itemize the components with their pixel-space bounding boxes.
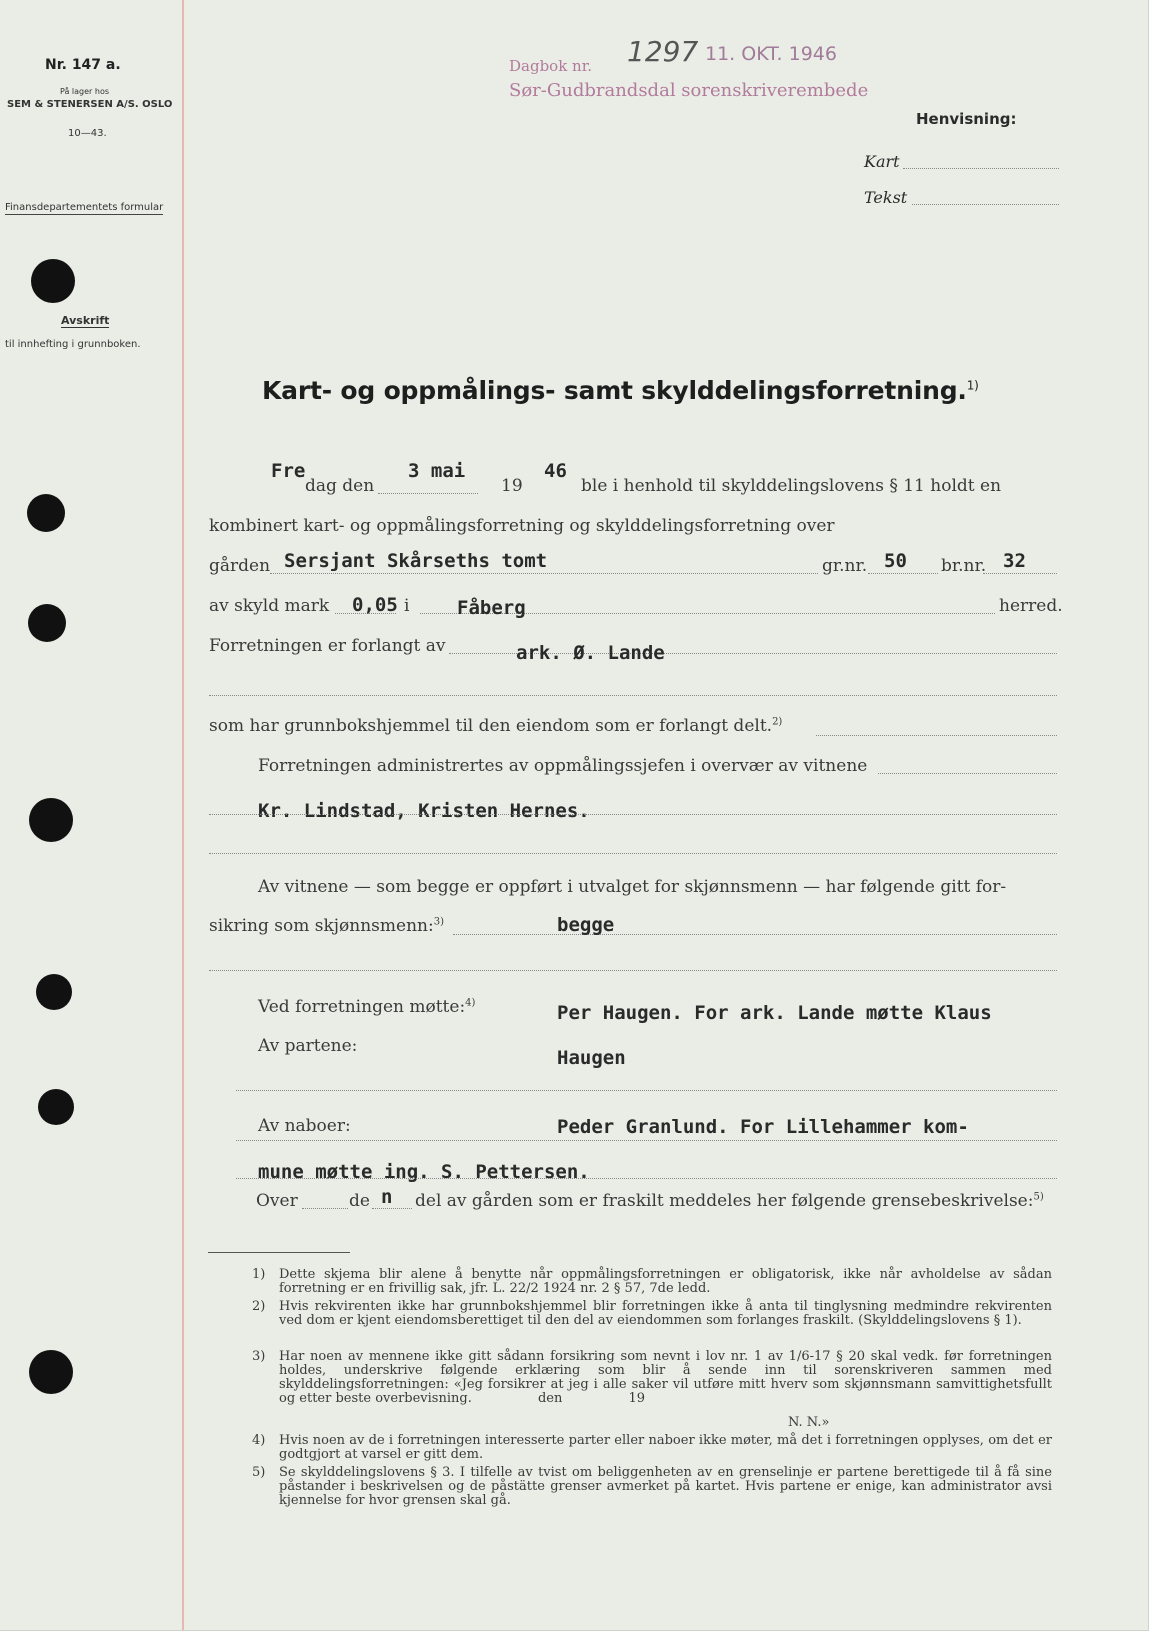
title-footnote-ref: 1) <box>966 378 979 393</box>
over-tail <box>415 1191 1044 1211</box>
skyld-label: av skyld mark <box>209 596 330 616</box>
attend-label <box>258 997 475 1017</box>
footnote-5-text: Se skylddelingslovens § 3. I tilfelle av tvist om beliggenheten av en grenselinje er partene berettigede til å få sine påstander i beskrivelsen og de påstätte grenser avmerket på kartet. Hvis partene er enige, kan administrator avsi kjennelse for hvor grensen skal gå. <box>279 1465 1052 1508</box>
surety-footnote-ref: 3) <box>433 916 444 928</box>
footnote-5 <box>252 1466 1052 1508</box>
footnote-4-text: Hvis noen av de i forretningen interesserte parter eller naboer ikke møter, må det i forretningen opplyses, om det er godtgjort at varsel er gitt dem. <box>279 1433 1052 1462</box>
copy-note: til innhefting i grunnboken. <box>5 339 141 350</box>
margin-line <box>182 0 184 1631</box>
footnote-separator <box>208 1252 350 1253</box>
neighbors-label: Av naboer: <box>258 1116 351 1136</box>
grnr-value: 50 <box>884 550 907 572</box>
publisher-line2: SEM & STENERSEN A/S. OSLO <box>7 99 173 110</box>
in-label: i <box>404 596 410 616</box>
footnote-2-number: 2) <box>252 1299 266 1314</box>
footnote-1-text: Dette skjema blir alene å benytte når oppmålingsforretningen er obligatorisk, ikke når avholdelse av sådan forretning er en frivillig sak, jfr. L. 22/2 1924 nr. 2 § 57, 7de ledd. <box>279 1267 1052 1296</box>
reference-tekst-label: Tekst <box>864 188 908 207</box>
de-value: n <box>381 1186 393 1208</box>
attend-footnote-ref: 4) <box>465 997 476 1009</box>
farm-label: gården <box>209 556 271 576</box>
footnote-2 <box>252 1300 1052 1328</box>
surety-line1: Av vitnene — som begge er oppført i utvalget for skjønnsmenn — har følgende gitt for- <box>258 877 1007 897</box>
farm-value: Sersjant Skårseths tomt <box>284 550 548 572</box>
footnote-3 <box>252 1349 1057 1406</box>
date-value: 3 mai <box>408 460 466 482</box>
surety-line2 <box>209 916 444 936</box>
herred-label: herred. <box>999 596 1063 616</box>
date-line <box>378 493 478 494</box>
title-text: Kart- og oppmålings- samt skylddelingsforretning. <box>262 376 967 405</box>
day-label: dag den <box>305 476 375 496</box>
footnote-3-number: 3) <box>252 1349 266 1364</box>
reference-kart-label: Kart <box>864 152 900 171</box>
footnote-5-number: 5) <box>252 1465 266 1480</box>
ministry-label: Finansdepartementets formular <box>5 202 164 213</box>
footnote-signature: N. N.» <box>788 1415 830 1430</box>
admin-text: Forretningen administrertes av oppmålingssjefen i overvær av vitnene <box>258 756 868 776</box>
parties-value-line2: Haugen <box>557 1047 626 1069</box>
stamp-diary-number: 1297 <box>627 35 699 68</box>
parties-line <box>236 1090 1057 1091</box>
document-title <box>262 376 979 405</box>
stamp-office: Sør-Gudbrandsdal sorenskriverembede <box>509 80 869 101</box>
blank-line-3 <box>209 970 1057 971</box>
date-code: 10—43. <box>68 128 107 139</box>
reference-tekst-line <box>912 204 1059 205</box>
over-line <box>302 1208 348 1209</box>
surety-line <box>453 934 1057 935</box>
attend-text: Ved forretningen møtte: <box>258 997 466 1017</box>
punch-hole <box>36 974 72 1010</box>
punch-hole <box>28 604 66 642</box>
hjemmel-text <box>209 716 782 736</box>
year-value: 46 <box>544 460 567 482</box>
punch-hole <box>27 494 65 532</box>
footnote-4 <box>252 1434 1052 1462</box>
neighbors-line <box>236 1140 1057 1141</box>
witnesses-line <box>209 814 1057 815</box>
footnote-1-number: 1) <box>252 1267 266 1282</box>
neighbors-value-line2: mune møtte ing. S. Pettersen. <box>258 1161 590 1183</box>
footnote-3-text: Har noen av mennene ikke gitt sådann forsikring som nevnt i lov nr. 1 av 1/6-17 § 20 skal vedk. før forretningen holdes, underskrive følgende erklæring som blir å sende inn til sorenskriveren sammen med skylddelingsforretningen: «Jeg forsikrer at jeg i alle saker vil utføre mitt hverv som skjønnsmann samvittighetsfullt og etter beste overbevisning. den 19 <box>279 1349 1057 1406</box>
day-prefix-value: Fre <box>271 460 306 482</box>
hjemmel-line <box>816 735 1057 736</box>
neighbors-value-line1: Peder Granlund. For Lillehammer kom- <box>557 1116 969 1138</box>
requested-label: Forretningen er forlangt av <box>209 636 446 656</box>
footnote-2-text: Hvis rekvirenten ikke har grunnbokshjemmel blir forretningen ikke å anta til tinglysning medmindre rekvirenten ved dom er kjent eiendomsberettiget til den del av eiendommen som forlanges fraskilt. (Skylddelingslovens § 1). <box>279 1299 1052 1328</box>
de-line <box>372 1208 412 1209</box>
requested-value: ark. Ø. Lande <box>516 642 665 664</box>
brnr-line <box>983 573 1057 574</box>
punch-hole <box>29 1350 73 1394</box>
de-label: de <box>349 1191 370 1211</box>
grnr-line <box>868 573 938 574</box>
brnr-value: 32 <box>1003 550 1026 572</box>
punch-hole <box>29 798 73 842</box>
farm-line <box>270 573 818 574</box>
admin-line <box>878 773 1057 774</box>
parties-label: Av partene: <box>258 1036 358 1056</box>
form-number: Nr. 147 a. <box>45 57 121 73</box>
hjemmel-label: som har grunnbokshjemmel til den eiendom som er forlangt delt. <box>209 716 773 736</box>
blank-line <box>209 695 1057 696</box>
surety-value: begge <box>557 914 615 936</box>
footnote-1 <box>252 1268 1052 1296</box>
reference-heading: Henvisning: <box>916 110 1017 128</box>
municipality-value: Fåberg <box>457 597 526 619</box>
skyld-value: 0,05 <box>352 594 398 616</box>
punch-hole <box>31 259 75 303</box>
over-label: Over <box>256 1191 298 1211</box>
year-prefix: 19 <box>501 476 523 496</box>
hjemmel-footnote-ref: 2) <box>772 716 783 728</box>
over-footnote-ref: 5) <box>1033 1191 1044 1203</box>
line2-text: kombinert kart- og oppmålingsforretning og skylddelingsforretning over <box>209 516 835 536</box>
reference-kart-line <box>903 168 1059 169</box>
copy-label: Avskrift <box>61 314 110 327</box>
line1-tail: ble i henhold til skylddelingslovens § 11 holdt en <box>581 476 1002 496</box>
brnr-label: br.nr. <box>941 556 987 576</box>
neighbors-line-2 <box>236 1178 1057 1179</box>
witnesses-value: Kr. Lindstad, Kristen Hernes. <box>258 800 590 822</box>
footnote-4-number: 4) <box>252 1433 266 1448</box>
grnr-label: gr.nr. <box>822 556 868 576</box>
parties-value-line1: Per Haugen. For ark. Lande møtte Klaus <box>557 1002 992 1024</box>
blank-line-2 <box>209 853 1057 854</box>
punch-hole <box>38 1089 74 1125</box>
publisher-line1: På lager hos <box>60 87 109 96</box>
over-text: del av gården som er fraskilt meddeles her følgende grensebeskrivelse: <box>415 1191 1034 1211</box>
stamp-date: 11. OKT. 1946 <box>705 43 837 65</box>
stamp-diary-label: Dagbok nr. <box>509 57 593 75</box>
surety-label: sikring som skjønnsmenn: <box>209 916 434 936</box>
